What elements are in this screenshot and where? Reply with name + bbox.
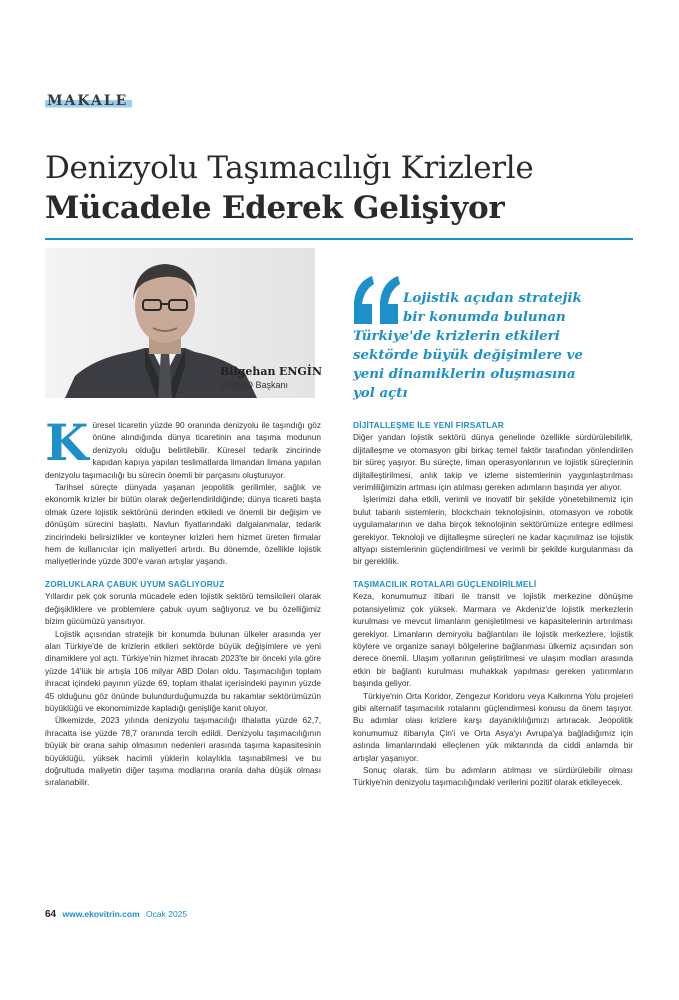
author-first-name: Bilgehan xyxy=(220,365,276,378)
left-column xyxy=(45,413,321,789)
issue-date: Ocak 2025 xyxy=(146,909,188,919)
drop-cap: K xyxy=(45,413,89,472)
section-heading: ZORLUKLARA ÇABUK UYUM SAĞLIYORUZ xyxy=(45,578,225,589)
pull-quote-line: yol açtı xyxy=(353,385,408,401)
pull-quote-line: yeni dinamiklerin oluşmasına xyxy=(353,366,576,382)
title-divider xyxy=(45,238,633,240)
section-heading: TAŞIMACILIK ROTALARI GÜÇLENDİRİLMELİ xyxy=(353,578,537,589)
pull-quote-line: Lojistik açıdan stratejik xyxy=(403,290,582,306)
body-paragraph: İşlerimizi daha etkili, verimli ve inovatif bir şekilde yönetebilmemiz için bulut tabanlı sistemlerin, blockchain teknolojisinin, otomasyon ve robotik uygulamalarının ve daha birçok teknolojinin sektörümüze entegre edilmesi gerekiyor. Teknoloji ve dijitalleşme süreçleri ne kadar kaçınılmaz ise lojistik altyapı sistemlerinin güçlendirilmesi ve verimli bir şekilde kurgulanması da bir gereklilik. xyxy=(353,494,633,567)
body-paragraph: Yıllardır pek çok sorunla mücadele eden lojistik sektörü temsilcileri olarak değişikliklere ve problemlere çabuk uyum sağlıyoruz ve bu özelliğimiz bizim gücümüzü yansıtıyor. xyxy=(45,591,321,627)
website-link[interactable]: www.ekovitrin.com xyxy=(62,909,140,919)
pull-quote xyxy=(353,289,633,403)
body-paragraph: Lojistik açısından stratejik bir konumda bulunan ülkeler arasında yer alan Türkiye'de de krizlerin etkileri sektörde büyük değişimlere ve yeni dinamiklere yol açtı. Türkiye'nin hizmet ihracatı 2023'te bir önceki yıla göre yüzde 14'lük bir artışla 106 milyar ABD Doları oldu. Taşımacılığın toplam ihracat içindeki payının yüzde 69, toplam ithalat içerisindeki payının yüzde 45 olduğunu göz önünde bulundurduğumuzda bu rakamlar sektörümüzün büyüklüğü ve ekonomimizde kapladığı genişliğe kanıt oluyor. xyxy=(45,628,321,713)
intro-text: üresel ticaretin yüzde 90 oranında denizyolu ile taşındığı göz önüne alındığında dünya ticaretinin ana taşıma modunun denizyolu olduğu belirtilebilir. Küresel tedarik zincirinde kapıdan kapıya yapılan teslimatlarda limandan limana yapılan denizyolu taşımacılığı bu sürecin önemli bir parçasını oluşturuyor. xyxy=(45,420,321,480)
body-paragraph: Türkiye'nin Orta Koridor, Zengezur Koridoru veya Kalkınma Yolu projeleri gibi alternatif taşımacılık rotalarını güçlendirmesi konusu da önem taşıyor. Bu adımlar olası krizlere karşı dayanıklılığımızı artıracak. Jeopolitik konumumuz itibarıyla Çin'i ve Orta Asya'yı Avrupa'ya bağladığımız için aslında limanlarındaki elleçlenen yük miktarında da ciddi anlamda bir artışlar yaşanıyor. xyxy=(353,690,633,763)
article-title-line2: Mücadele Ederek Gelişiyor xyxy=(45,190,505,226)
article-title-line1: Denizyolu Taşımacılığı Krizlerle xyxy=(45,150,534,186)
pull-quote-line: bir konumda bulunan xyxy=(403,309,566,325)
intro-paragraph xyxy=(45,413,321,481)
author-role: UTİKAD Başkanı xyxy=(220,380,289,390)
section-heading: DİJİTALLEŞME İLE YENİ FIRSATLAR xyxy=(353,420,504,430)
body-paragraph: Ülkemizde, 2023 yılında denizyolu taşımacılığı ithalatta yüzde 62,7, ihracatta ise yüzde 78,7 oranında tercih edildi. Denizyolu taşımacılığının büyük bir orana sahip olmasının nedenleri arasında taşıma kapasitesinin büyüklüğü, yüksek hacimli yüklerin kolaylıkla taşınabilmesi ve bu doğrultuda maliyetin diğer taşıma modlarına oranla daha düşük olması sıralanabilir. xyxy=(45,715,321,788)
section-label: MAKALE xyxy=(45,93,132,109)
body-paragraph: Keza, konumumuz itibari ile transit ve lojistik merkezine dönüşme potansiyelimiz çok yüksek. Marmara ve Akdeniz'de lojistik merkezlerin kurulması ve mevcut limanların genişletilmesi ve kapasitelerinin artırılması gerekiyor. Limanların demiryolu bağlantıları ile lojistik merkezlere, lojistik köylere ve organize sanayi bölgelerine bağlanması ülkemiz açısından son derece önemli. Ulaşım yollarının geliştirilmesi ve ulaşım modları arasında etkin bir bağlantı kurulması muhakkak yapılması gereken yatırımların başında geliyor. xyxy=(353,591,633,689)
body-paragraph: Sonuç olarak, tüm bu adımların atılması ve sürdürülebilir olması Türkiye'nin denizyolu taşımacılığındaki verilerini pozitif olarak etkileyecek. xyxy=(353,764,633,788)
pull-quote-line: sektörde büyük değişimlere ve xyxy=(353,347,583,363)
body-paragraph: Diğer yandan lojistik sektörü dünya genelinde özellikle sürdürülebilirlik, dijitalleşme ve otomasyon gibi birkaç temel faktör tarafından yönlendirilen bir süreç yaşıyor. Bu süreçte, liman operasyonlarının ve lojistik süreçlerinin dijitalleştirilmesi, anlık takip ve izleme sistemlerinin yaygınlaştırılması verimliliğimizin artması için atılması gereken adımların başında yer alıyor. xyxy=(353,432,633,493)
author-last-name: ENGİN xyxy=(278,365,323,378)
right-column xyxy=(353,419,633,789)
page-footer xyxy=(45,909,187,920)
body-paragraph: Tarihsel süreçte dünyada yaşanan jeopolitik gerilimler, sağlık ve ekonomik krizler bir bütün olarak değerlendirildiğinde; dünya ticareti başta olmak üzere lojistik sektörünü derinden etkiledi ve önemli bir değişim ve dönüşüm sürecini başlattı. Navlun fiyatlarındaki dalgalanmalar, tedarik zincirindeki belirsizlikler ve konteyner krizleri hem hizmet üreten firmalar hem de kullanıcılar için maliyetleri artırdı. Bu dönemde, özellikle lojistik maliyetlerinde yüzde 300'e varan artışlar yaşandı. xyxy=(45,482,321,567)
author-name xyxy=(220,365,322,378)
page-number: 64 xyxy=(45,909,57,920)
pull-quote-line: Türkiye'de krizlerin etkileri xyxy=(353,328,560,344)
